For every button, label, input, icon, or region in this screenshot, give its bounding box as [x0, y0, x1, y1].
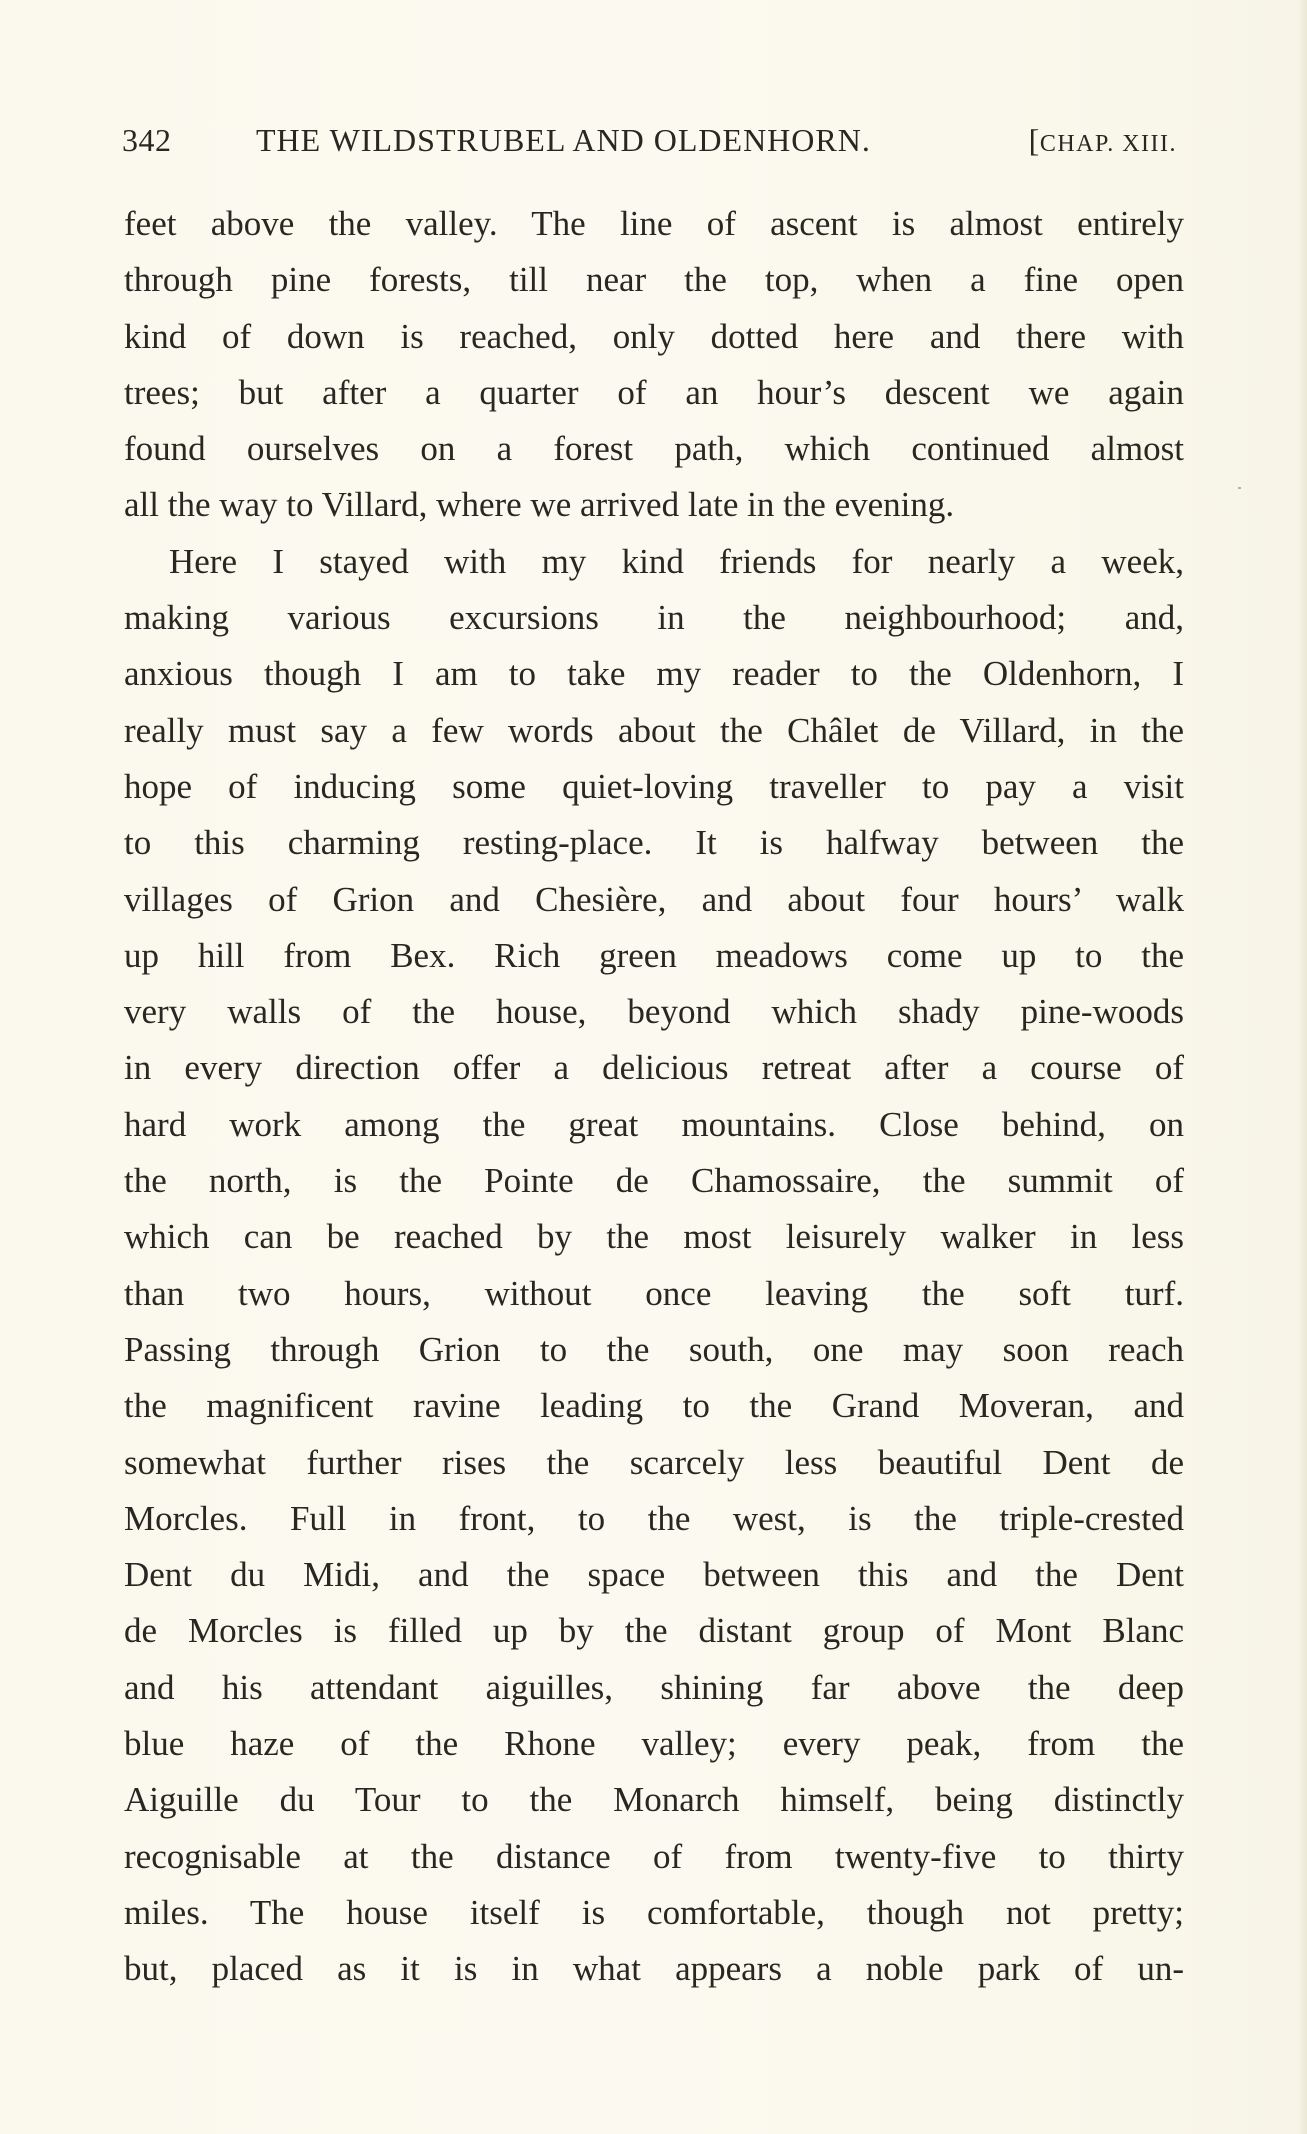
text-line: villages of Grion and Chesière, and about four hours’ walk — [124, 879, 1184, 919]
text-line: in every direction offer a delicious retreat after a course of — [124, 1048, 1184, 1088]
text-line: than two hours, without once leaving the soft turf. — [124, 1273, 1184, 1313]
body-text — [124, 196, 1184, 1998]
text-line: very walls of the house, beyond which shady pine-woods — [124, 992, 1184, 1032]
text-line: recognisable at the distance of from twenty-five to thirty — [124, 1836, 1184, 1876]
text-line: the north, is the Pointe de Chamossaire, the summit of — [124, 1161, 1184, 1201]
paper-speck — [1238, 487, 1241, 489]
text-line: kind of down is reached, only dotted here and there with — [124, 316, 1184, 356]
text-line: somewhat further rises the scarcely less beautiful Dent de — [124, 1442, 1184, 1482]
text-line: through pine forests, till near the top, when a fine open — [124, 260, 1184, 300]
text-line: blue haze of the Rhone valley; every peak, from the — [124, 1724, 1184, 1764]
chapter-bracket: [ — [1028, 122, 1040, 158]
text-line: trees; but after a quarter of an hour’s descent we again — [124, 372, 1184, 412]
chapter-label: CHAP. XIII. — [1039, 131, 1177, 157]
text-line: all the way to Villard, where we arrived late in the evening. — [124, 485, 955, 525]
chapter-reference — [1029, 120, 1177, 164]
text-line: hope of inducing some quiet-loving traveller to pay a visit — [124, 766, 1184, 806]
text-line: miles. The house itself is comfortable, though not pretty; — [124, 1892, 1184, 1932]
text-line: but, placed as it is in what appears a noble park of un- — [124, 1949, 1184, 1989]
text-line: found ourselves on a forest path, which continued almost — [124, 429, 1184, 469]
text-line: the magnificent ravine leading to the Grand Moveran, and — [124, 1386, 1184, 1426]
page-header — [122, 120, 1177, 160]
running-title: THE WILDSTRUBEL AND OLDENHORN. — [256, 122, 871, 158]
text-line: feet above the valley. The line of ascent is almost entirely — [124, 204, 1184, 243]
text-line: to this charming resting-place. It is halfway between the — [124, 823, 1184, 863]
text-line: which can be reached by the most leisurely walker in less — [124, 1217, 1184, 1257]
text-line: really must say a few words about the Châlet de Villard, in the — [124, 710, 1184, 750]
text-line: Passing through Grion to the south, one may soon reach — [124, 1329, 1184, 1369]
text-line: Dent du Midi, and the space between this and the Dent — [124, 1555, 1184, 1595]
text-line: de Morcles is filled up by the distant group of Mont Blanc — [124, 1611, 1184, 1651]
text-line: and his attendant aiguilles, shining far above the deep — [124, 1667, 1184, 1707]
text-line: up hill from Bex. Rich green meadows come up to the — [124, 935, 1184, 975]
page-edge-shadow — [1297, 0, 1307, 2134]
text-line: anxious though I am to take my reader to the Oldenhorn, I — [124, 654, 1184, 694]
paragraph-start-line: Here I stayed with my kind friends for nearly a week, — [169, 541, 1184, 581]
text-line: making various excursions in the neighbourhood; and, — [124, 598, 1184, 638]
page-number: 342 — [122, 122, 172, 158]
text-line: Aiguille du Tour to the Monarch himself, being distinctly — [124, 1780, 1184, 1820]
text-line: hard work among the great mountains. Close behind, on — [124, 1104, 1184, 1144]
text-line: Morcles. Full in front, to the west, is the triple-crested — [124, 1498, 1184, 1538]
